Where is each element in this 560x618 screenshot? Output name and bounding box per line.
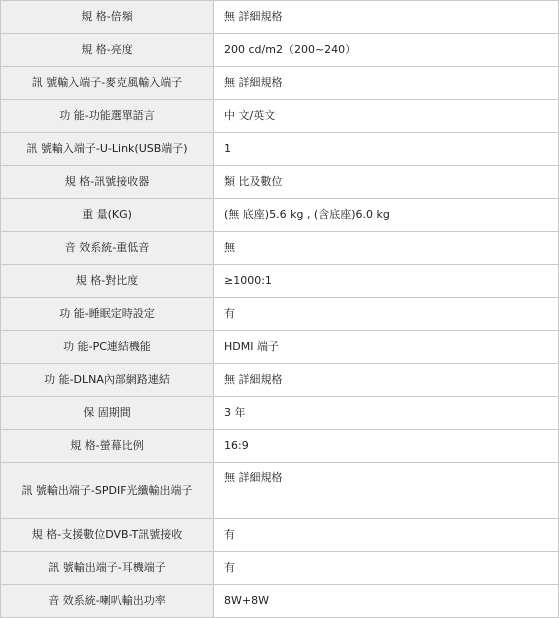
- spec-label: 規 格-倍頻: [1, 1, 214, 34]
- spec-value: 有: [214, 298, 559, 331]
- spec-row: [1, 166, 559, 199]
- spec-row: [1, 298, 559, 331]
- spec-row: [1, 519, 559, 552]
- spec-label: 功 能-功能選單語言: [1, 100, 214, 133]
- spec-value: 3 年: [214, 397, 559, 430]
- spec-value: 類 比及數位: [214, 166, 559, 199]
- spec-row: [1, 331, 559, 364]
- spec-row: [1, 463, 559, 519]
- spec-row: [1, 34, 559, 67]
- spec-value: 8W+8W: [214, 585, 559, 618]
- spec-row: [1, 397, 559, 430]
- spec-value: 無 詳細規格: [214, 364, 559, 397]
- spec-value: (無 底座)5.6 kg , (含底座)6.0 kg: [214, 199, 559, 232]
- spec-value: ≥1000:1: [214, 265, 559, 298]
- spec-value: 無 詳細規格: [214, 67, 559, 100]
- spec-label: 保 固期間: [1, 397, 214, 430]
- spec-value: 1: [214, 133, 559, 166]
- spec-row: [1, 199, 559, 232]
- spec-row: [1, 67, 559, 100]
- spec-value: 有: [214, 519, 559, 552]
- spec-value: 中 文/英文: [214, 100, 559, 133]
- spec-row: [1, 430, 559, 463]
- spec-row: [1, 265, 559, 298]
- spec-row: [1, 1, 559, 34]
- spec-label: 訊 號輸入端子-麥克風輸入端子: [1, 67, 214, 100]
- spec-label: 規 格-對比度: [1, 265, 214, 298]
- spec-row: [1, 133, 559, 166]
- spec-label: 訊 號輸出端子-SPDIF光纖輸出端子: [1, 463, 214, 519]
- spec-value: 無 詳細規格: [214, 463, 559, 519]
- spec-row: [1, 364, 559, 397]
- spec-label: 規 格-支援數位DVB-T訊號接收: [1, 519, 214, 552]
- spec-label: 重 量(KG): [1, 199, 214, 232]
- spec-label: 功 能-DLNA內部網路連結: [1, 364, 214, 397]
- spec-label: 訊 號輸出端子-耳機端子: [1, 552, 214, 585]
- spec-label: 規 格-螢幕比例: [1, 430, 214, 463]
- spec-label: 規 格-亮度: [1, 34, 214, 67]
- spec-row: [1, 585, 559, 618]
- spec-label: 功 能-PC連結機能: [1, 331, 214, 364]
- spec-label: 音 效系統-喇叭輸出功率: [1, 585, 214, 618]
- spec-row: [1, 232, 559, 265]
- spec-label: 功 能-睡眠定時設定: [1, 298, 214, 331]
- spec-row: [1, 552, 559, 585]
- spec-value: 200 cd/m2（200~240）: [214, 34, 559, 67]
- spec-value: 16:9: [214, 430, 559, 463]
- spec-value: 有: [214, 552, 559, 585]
- spec-label: 訊 號輸入端子-U-Link(USB端子): [1, 133, 214, 166]
- spec-value: 無: [214, 232, 559, 265]
- spec-value: HDMI 端子: [214, 331, 559, 364]
- spec-label: 音 效系統-重低音: [1, 232, 214, 265]
- spec-label: 規 格-訊號接收器: [1, 166, 214, 199]
- spec-row: [1, 100, 559, 133]
- spec-value: 無 詳細規格: [214, 1, 559, 34]
